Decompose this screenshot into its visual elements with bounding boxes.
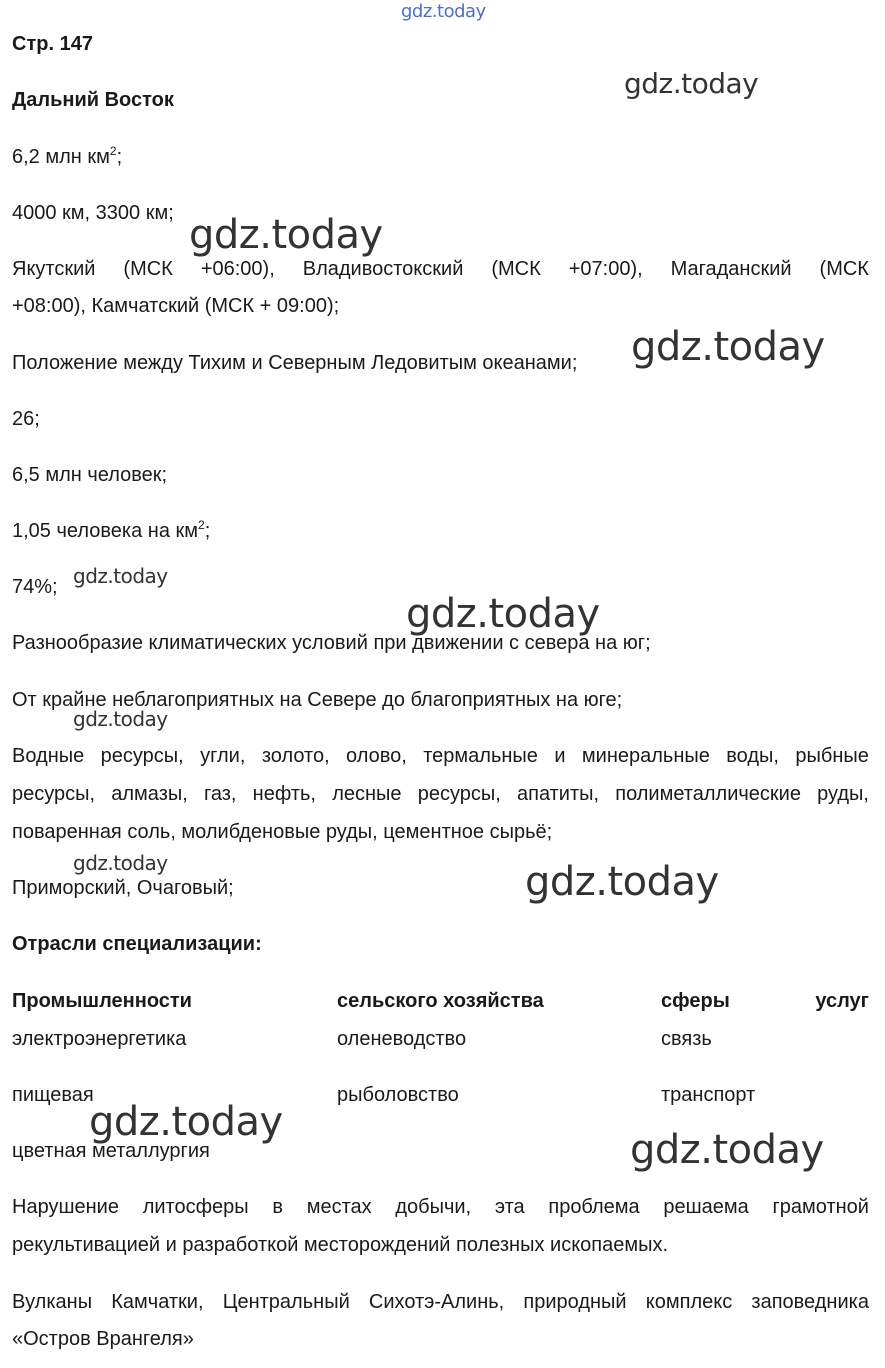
density-text: 1,05 человека на км [12,520,198,542]
table-cell: оленеводство [337,1028,467,1050]
word: минеральные [581,745,710,767]
word: +06:00), [200,258,275,280]
word: Вулканы [12,1291,93,1313]
word: олово, [346,745,407,767]
word: в [272,1196,283,1218]
word: Центральный [222,1291,350,1313]
word: полиметаллические [615,783,801,805]
table-cell: связь [661,1028,712,1050]
area-text: 6,2 млн км [12,146,110,168]
word: грамотной [772,1196,869,1218]
word: (МСК [819,258,869,280]
word: проблема [548,1196,640,1218]
subjects-line: 26; [12,408,40,430]
word: угли, [200,745,246,767]
word: апатиты, [516,783,600,805]
superscript: 2 [109,144,117,158]
word: нефть, [252,783,316,805]
watermark: gdz.today [525,859,719,905]
word: газ, [204,783,237,805]
dimensions-line: 4000 км, 3300 км; [12,202,174,224]
word: золото, [261,745,330,767]
resources-line-2 [12,782,869,806]
problem-line-2: рекультивацией и разработкой месторождений полезных ископаемых. [12,1234,669,1256]
table-header-services-2: услуг [815,990,869,1012]
word: руды, [817,783,869,805]
table-cell: электроэнергетика [12,1028,187,1050]
word: ресурсы, [100,745,184,767]
word: эта [494,1196,525,1218]
resources-line-3: поваренная соль, молибденовые руды, цементное сырьё; [12,821,553,843]
word: местах [306,1196,372,1218]
urban-line: 74%; [12,576,58,598]
density-suffix: ; [204,520,211,542]
population-line: 6,5 млн человек; [12,464,168,486]
word: (МСК [491,258,541,280]
word: +07:00), [568,258,643,280]
word: воды, [726,745,779,767]
word: литосферы [142,1196,249,1218]
word: и [554,745,566,767]
table-cell: рыболовство [337,1084,459,1106]
watermark-top: gdz.today [401,1,486,22]
watermark: gdz.today [624,67,759,100]
attractions-line-2: «Остров Врангеля» [12,1328,194,1350]
watermark: gdz.today [406,591,600,637]
area-suffix: ; [116,146,123,168]
word: Камчатки, [111,1291,204,1313]
word: Водные [12,745,85,767]
table-cell: транспорт [661,1084,756,1106]
word: (МСК [123,258,173,280]
climate-line: Разнообразие климатических условий при движении с севера на юг; [12,632,651,654]
specialization-heading: Отрасли специализации: [12,933,262,955]
table-cell: цветная металлургия [12,1140,210,1162]
word: добычи, [395,1196,472,1218]
word: алмазы, [111,783,188,805]
word: Магаданский [670,258,792,280]
word: ресурсы, [12,783,96,805]
position-line: Положение между Тихим и Северным Ледовитым океанами; [12,352,578,374]
page-title: Стр. 147 [12,33,93,55]
area-line [12,145,122,169]
word: природный [523,1291,627,1313]
word: комплекс [645,1291,733,1313]
word: рыбные [795,745,869,767]
watermark: gdz.today [73,564,168,588]
table-header-industry: Промышленности [12,990,192,1012]
watermark: gdz.today [630,1127,824,1173]
problem-line-1 [12,1195,869,1219]
ports-line: Приморский, Очаговый; [12,877,234,899]
watermark: gdz.today [631,324,825,370]
watermark: gdz.today [73,851,168,875]
timezones-line-1 [12,257,869,281]
table-header-services-1: сферы [661,990,730,1012]
attractions-line-1 [12,1290,869,1314]
heading: Дальний Восток [12,89,174,111]
watermark: gdz.today [189,212,383,258]
table-cell: пищевая [12,1084,94,1106]
word: термальные [423,745,538,767]
word: Сихотэ-Алинь, [368,1291,505,1313]
word: заповедника [751,1291,869,1313]
conditions-line: От крайне неблагоприятных на Севере до благоприятных на юге; [12,689,623,711]
word: Якутский [12,258,96,280]
superscript: 2 [198,518,205,532]
resources-line-1 [12,744,869,768]
watermark: gdz.today [89,1099,283,1145]
density-line [12,519,210,543]
watermark: gdz.today [73,707,168,731]
table-header-agriculture: сельского хозяйства [337,990,544,1012]
timezones-line-2: +08:00), Камчатский (МСК + 09:00); [12,295,340,317]
word: Владивостокский [302,258,464,280]
word: ресурсы, [417,783,501,805]
word: решаема [663,1196,749,1218]
word: Нарушение [12,1196,119,1218]
word: лесные [332,783,402,805]
